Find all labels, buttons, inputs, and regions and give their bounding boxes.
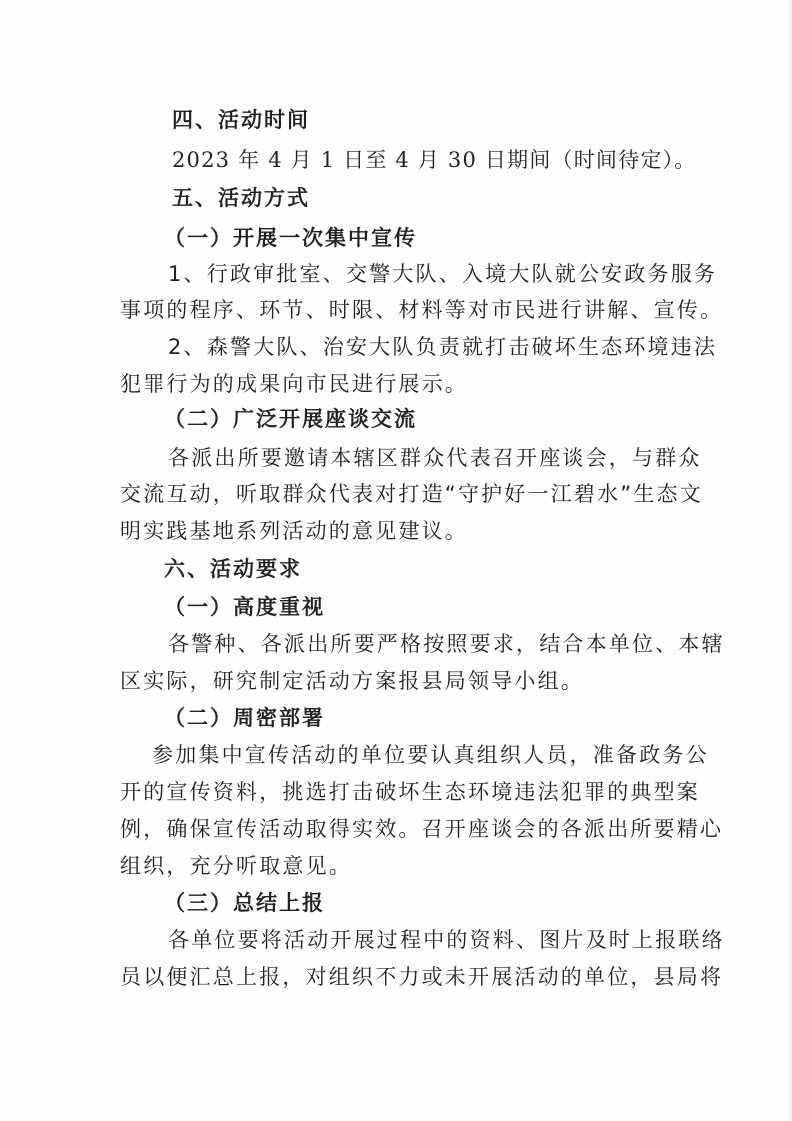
paragraph-4-line-1: 各警种、各派出所要严格按照要求，结合本单位、本辖 [168, 632, 725, 656]
paragraph-6-line-2: 员以便汇总上报，对组织不力或未开展活动的单位，县局将 [120, 965, 724, 989]
subheading-high-priority: （一）高度重视 [164, 595, 325, 619]
paragraph-2-line-1: 2、森警大队、治安大队负责就打击破坏生态环境违法 [168, 335, 718, 359]
paragraph-6-line-1: 各单位要将活动开展过程中的资料、图片及时上报联络 [168, 928, 725, 952]
activity-date-line: 2023 年 4 月 1 日至 4 月 30 日期间（时间待定）。 [172, 148, 697, 172]
section-heading-activity-requirements: 六、活动要求 [164, 557, 302, 581]
scan-edge-shade [786, 0, 792, 1121]
subheading-centralized-publicity: （一）开展一次集中宣传 [164, 226, 417, 250]
paragraph-1-line-2: 事项的程序、环节、时限、材料等对市民进行讲解、宣传。 [120, 298, 724, 322]
subheading-forum-exchange: （二）广泛开展座谈交流 [164, 407, 417, 431]
paragraph-1-line-1: 1、行政审批室、交警大队、入境大队就公安政务服务 [168, 262, 718, 286]
paragraph-5-line-4: 组织，充分听取意见。 [120, 854, 352, 878]
paragraph-5-line-2: 开的宣传资料，挑选打击破坏生态环境违法犯罪的典型案 [120, 780, 700, 804]
paragraph-4-line-2: 区实际，研究制定活动方案报县局领导小组。 [120, 669, 584, 693]
paragraph-5-line-3: 例，确保宣传活动取得实效。召开座谈会的各派出所要精心 [120, 817, 724, 841]
paragraph-2-line-2: 犯罪行为的成果向市民进行展示。 [120, 372, 468, 396]
paragraph-3-line-1: 各派出所要邀请本辖区群众代表召开座谈会，与群众 [168, 446, 702, 470]
subheading-careful-deployment: （二）周密部署 [164, 706, 325, 730]
paragraph-5-line-1: 参加集中宣传活动的单位要认真组织人员，准备政务公 [152, 743, 709, 767]
section-heading-activity-method: 五、活动方式 [172, 186, 310, 210]
paragraph-3-line-2: 交流互动，听取群众代表对打造“守护好一江碧水”生态文 [120, 482, 703, 506]
subheading-summary-report: （三）总结上报 [164, 891, 325, 915]
paragraph-3-line-3: 明实践基地系列活动的意见建议。 [120, 519, 468, 543]
section-heading-activity-time: 四、活动时间 [172, 108, 310, 132]
